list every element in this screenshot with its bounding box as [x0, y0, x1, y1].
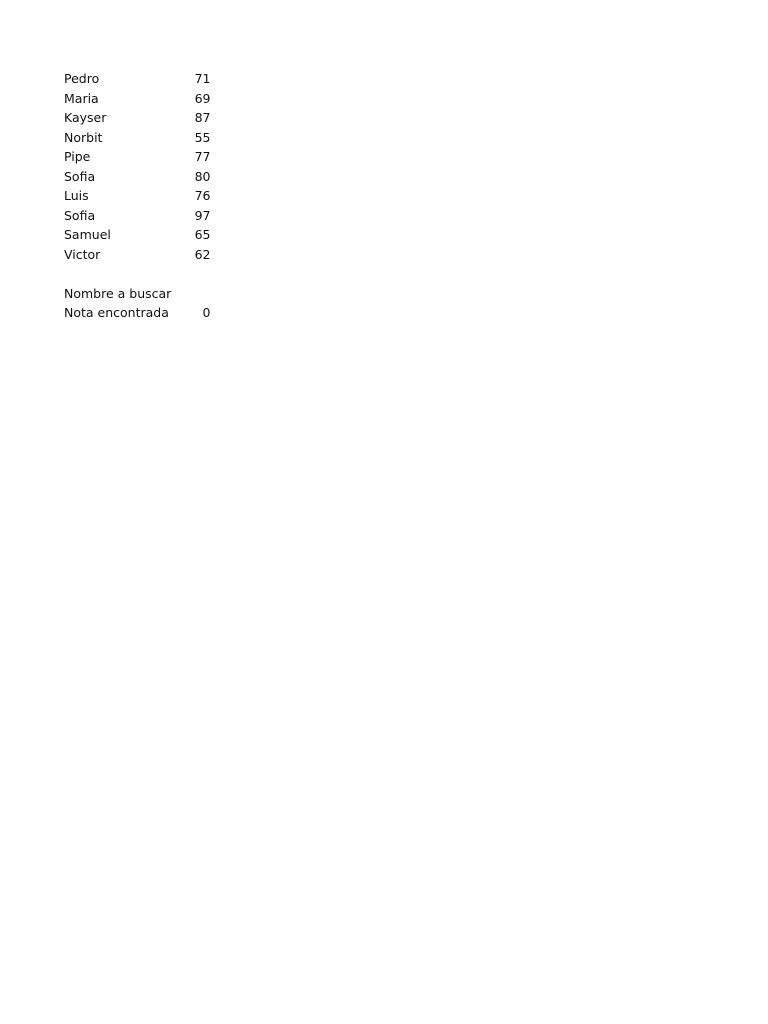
score-cell[interactable]: 55	[194, 129, 211, 145]
spreadsheet-page	[64, 69, 224, 323]
table-row[interactable]	[64, 245, 224, 265]
name-cell[interactable]: Luis	[64, 188, 89, 203]
table-row[interactable]	[64, 167, 224, 187]
score-cell[interactable]: 69	[194, 90, 211, 106]
score-cell[interactable]: 65	[194, 227, 211, 242]
table-row[interactable]	[64, 128, 224, 148]
score-cell[interactable]: 87	[194, 110, 211, 125]
score-cell[interactable]: 71	[194, 71, 211, 86]
name-cell[interactable]: Maria	[64, 90, 99, 106]
table-row[interactable]	[64, 69, 224, 89]
table-row[interactable]	[64, 186, 224, 206]
result-label: Nota encontrada	[64, 305, 169, 320]
name-cell[interactable]: Sofia	[64, 207, 96, 223]
name-cell[interactable]: Sofia	[64, 168, 96, 184]
result-value[interactable]: 0	[202, 305, 211, 320]
name-cell[interactable]: Pedro	[64, 71, 100, 86]
name-cell[interactable]: Pipe	[64, 149, 91, 164]
empty-row[interactable]	[64, 264, 224, 284]
table-row[interactable]	[64, 206, 224, 226]
score-cell[interactable]: 76	[194, 188, 211, 203]
table-row[interactable]	[64, 147, 224, 167]
name-cell[interactable]: Samuel	[64, 227, 111, 242]
name-cell[interactable]: Victor	[64, 246, 101, 262]
score-cell[interactable]: 97	[194, 207, 211, 223]
result-row[interactable]	[64, 303, 224, 323]
name-cell[interactable]: Kayser	[64, 110, 107, 125]
name-cell[interactable]: Norbit	[64, 129, 103, 145]
table-row[interactable]	[64, 108, 224, 128]
table-row[interactable]	[64, 89, 224, 109]
table-row[interactable]	[64, 225, 224, 245]
search-row[interactable]	[64, 284, 224, 304]
search-label: Nombre a buscar	[64, 285, 172, 301]
score-cell[interactable]: 77	[194, 149, 211, 164]
score-cell[interactable]: 80	[194, 168, 211, 184]
score-cell[interactable]: 62	[194, 246, 211, 262]
